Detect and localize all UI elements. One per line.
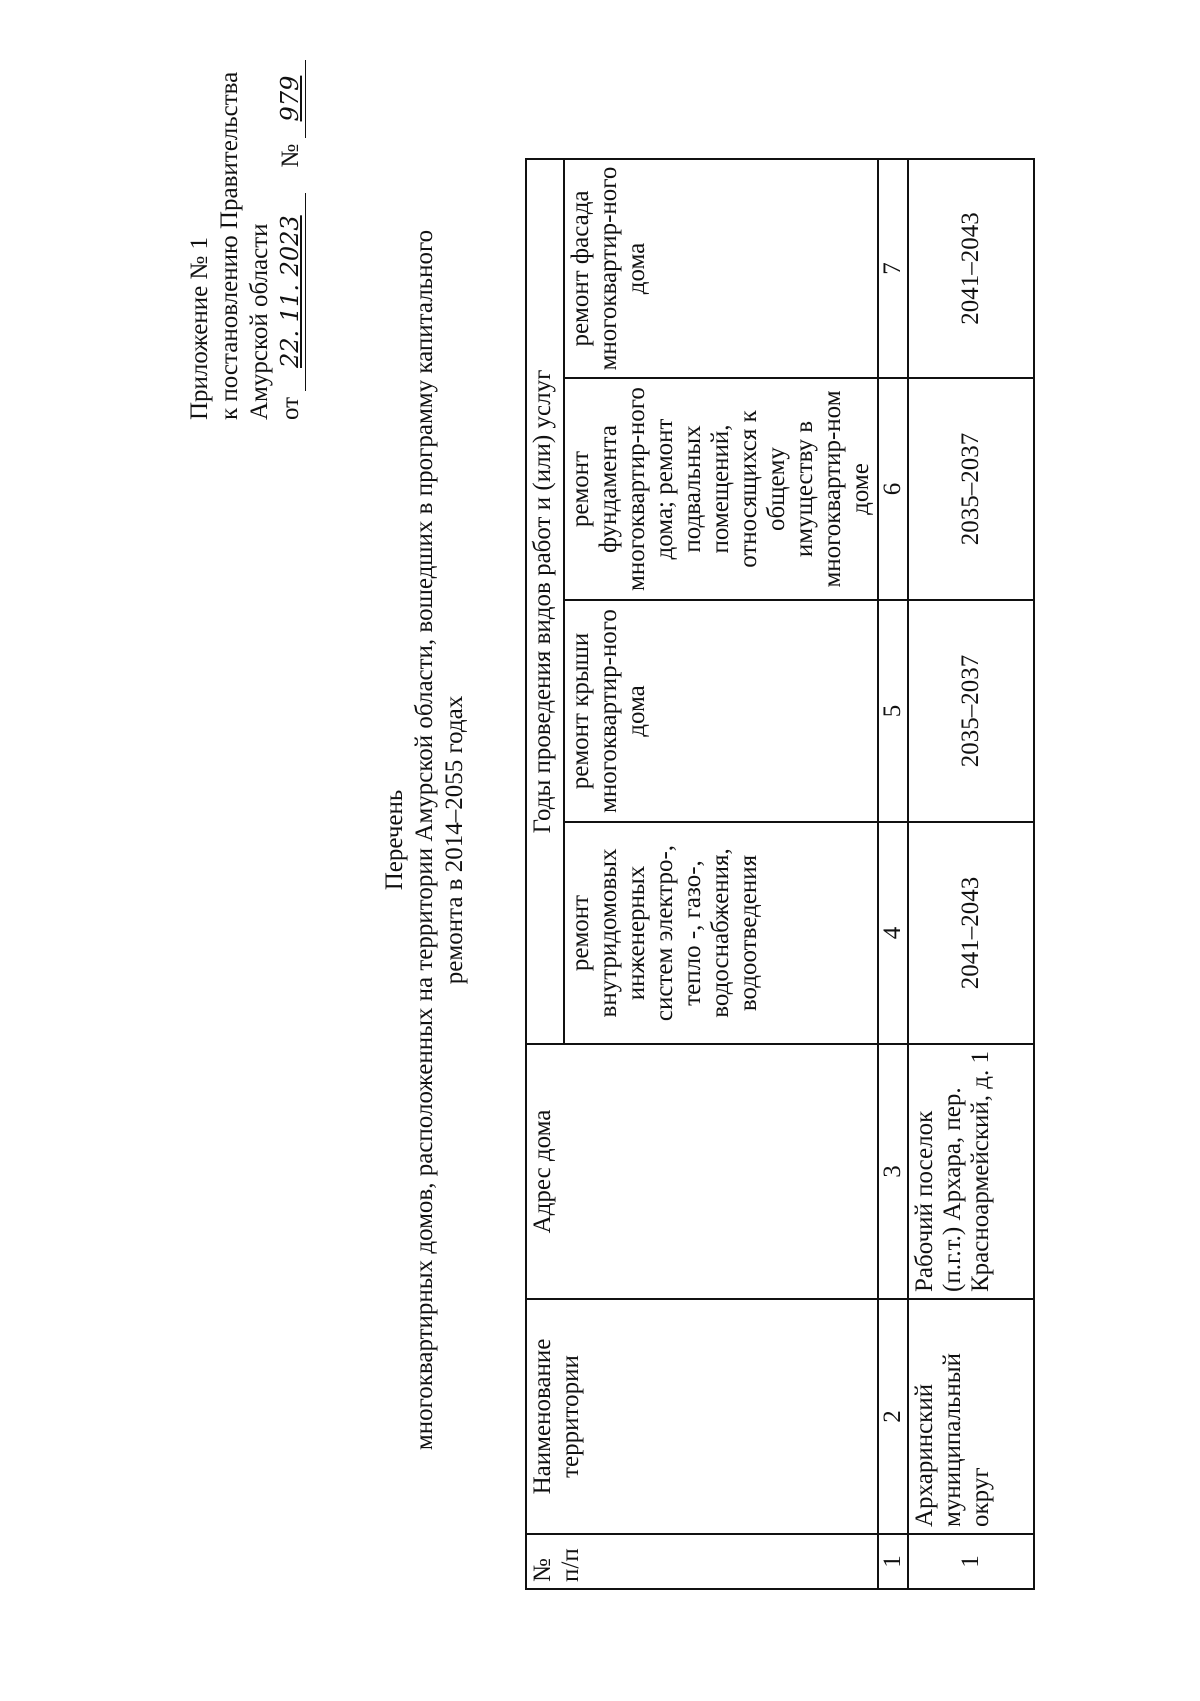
- handwritten-number: 979: [275, 60, 306, 138]
- subheader-foundation: ремонт фундамента многоквартир-ного дома; ремонт подвальных помещений, относящихся к общему имуществу в многоквартир-ном доме: [564, 378, 878, 600]
- index-cell: 5: [878, 600, 908, 822]
- header-address: Адрес дома: [526, 1044, 878, 1299]
- index-cell: 4: [878, 822, 908, 1044]
- header-num: № п/п: [526, 1534, 878, 1589]
- header-territory: Наименование территории: [526, 1299, 878, 1534]
- document-page: [0, 50, 1100, 1650]
- index-cell: 3: [878, 1044, 908, 1299]
- index-row: [878, 159, 908, 1589]
- header-row: [526, 159, 564, 1589]
- appendix-block: [185, 60, 306, 420]
- index-cell: 6: [878, 378, 908, 600]
- row-years-foundation: 2035–2037: [908, 378, 1034, 600]
- subheader-roof: ремонт крыши многоквартир-ного дома: [564, 600, 878, 822]
- appendix-line-1: Приложение № 1: [186, 236, 213, 420]
- subheader-engineering-systems: ремонт внутридомовых инженерных систем электро-, тепло -, газо-, водоснабжения, водоотведения: [564, 822, 878, 1044]
- row-years-engineering: 2041–2043: [908, 822, 1034, 1044]
- index-cell: 2: [878, 1299, 908, 1534]
- index-cell: 7: [878, 159, 908, 378]
- row-num: 1: [908, 1534, 1034, 1589]
- appendix-line-2: к постановлению Правительства: [216, 71, 243, 420]
- title-line-3: ремонта в 2014–2055 годах: [441, 695, 468, 985]
- row-territory: Архаринский муниципальный округ: [908, 1299, 1034, 1534]
- appendix-date-line: [275, 60, 306, 420]
- index-cell: 1: [878, 1534, 908, 1589]
- title-line-2: многоквартирных домов, расположенных на территории Амурской области, вошедших в программу капитального: [411, 229, 438, 1451]
- date-prefix: от: [277, 396, 304, 420]
- row-years-roof: 2035–2037: [908, 600, 1034, 822]
- header-years-group: Годы проведения видов работ и (или) услуг: [526, 159, 564, 1044]
- subheader-facade: ремонт фасада многоквартир-ного дома: [564, 159, 878, 378]
- row-years-facade: 2041–2043: [908, 159, 1034, 378]
- handwritten-date: 22. 11. 2023: [275, 193, 306, 391]
- houses-table: [525, 158, 1035, 1590]
- row-address: Рабочий поселок (п.г.т.) Архара, пер. Красноармейский, д. 1: [908, 1044, 1034, 1299]
- document-title: [380, 130, 470, 1550]
- appendix-line-3: Амурской области: [246, 223, 273, 420]
- table-row: [908, 159, 1034, 1589]
- number-prefix: №: [277, 143, 304, 168]
- title-line-1: Перечень: [381, 789, 408, 891]
